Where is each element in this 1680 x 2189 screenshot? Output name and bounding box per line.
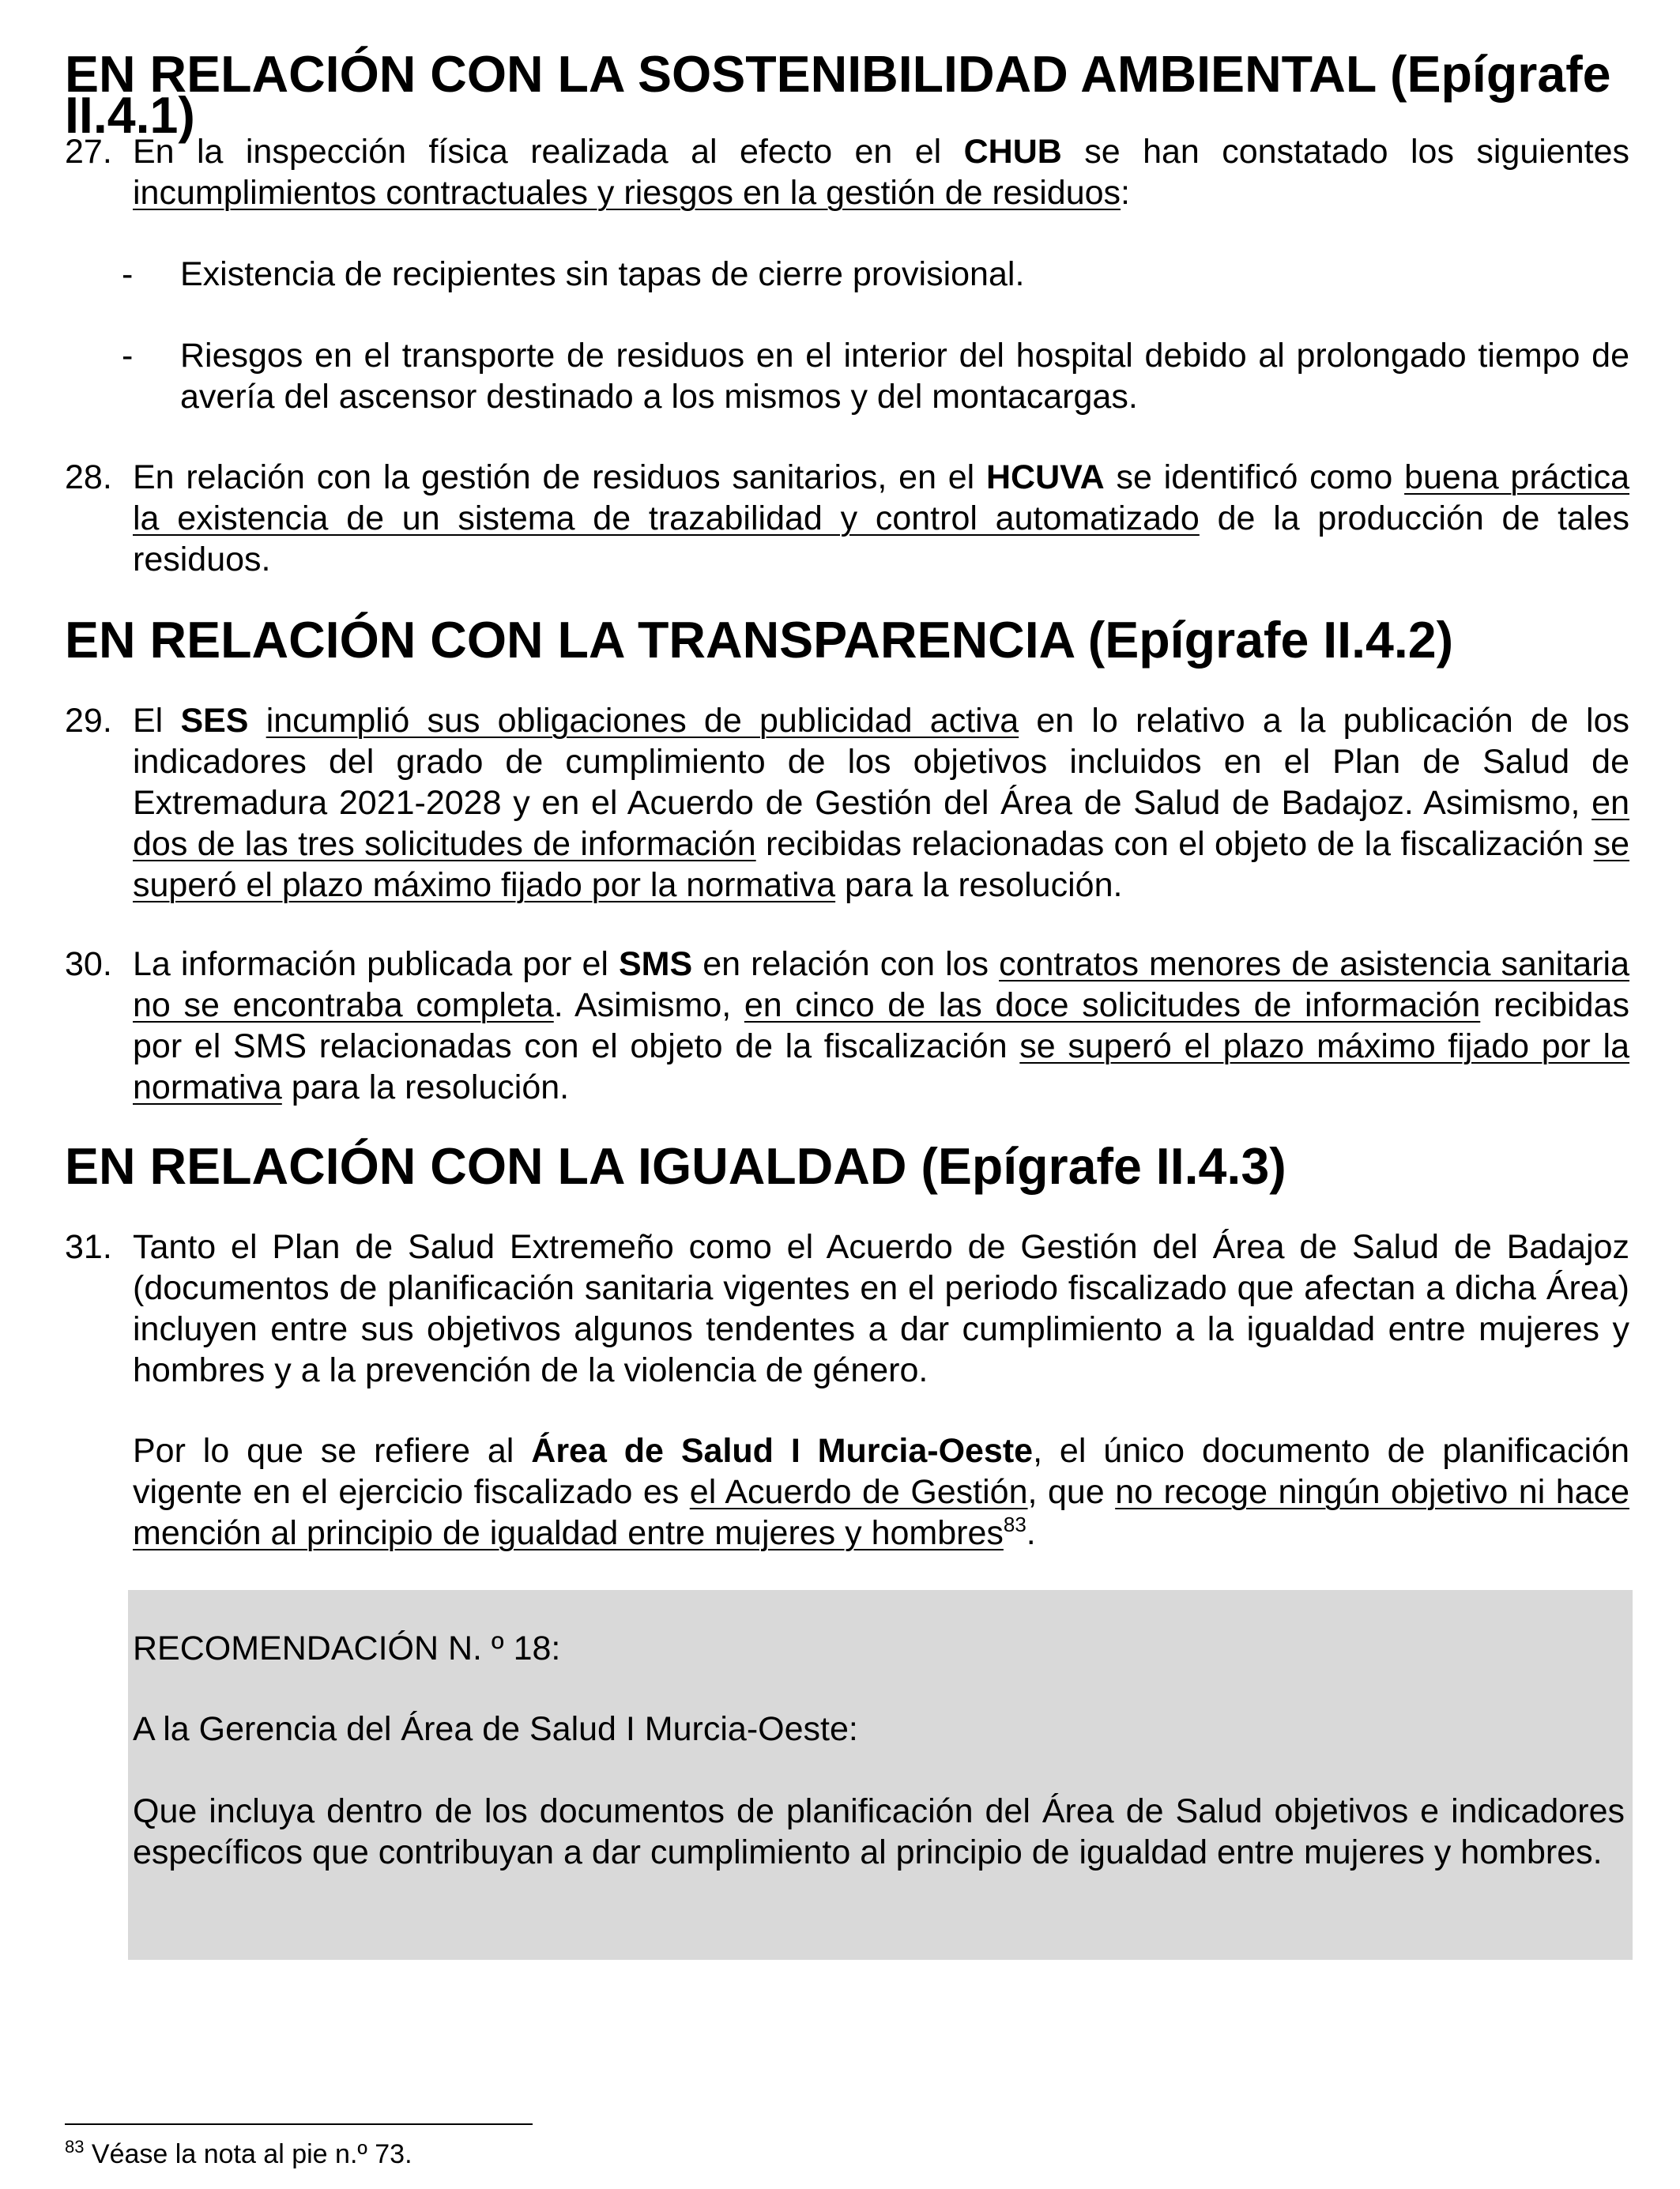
recommendation-title: RECOMENDACIÓN N. º 18: [133, 1630, 561, 1667]
section-heading-sostenibilidad: EN RELACIÓN CON LA SOSTENIBILIDAD AMBIENTAL (Epígrafe II.4.1) [65, 46, 1611, 144]
finding-31-paragraph-2: Por lo que se refiere al Área de Salud I Murcia-Oeste, el único documento de planificación vigente en el ejercicio fiscalizado es el Acuerdo de Gestión, que no recoge ningún objetivo ni hace mención al principio de igualdad entre mujeres y hombres$^{83}$. [133, 1432, 1630, 1552]
footnote-separator [65, 2123, 533, 2125]
entity-chub: CHUB [963, 133, 1062, 171]
finding-number: 28. [65, 458, 112, 496]
finding-number: 29. [65, 702, 112, 740]
finding-number: 31. [65, 1228, 112, 1266]
underlined-finding: se superó el plazo máximo fijado por la normativa [133, 1027, 1630, 1106]
footnote [65, 2138, 412, 2170]
underlined-finding: buena práctica la existencia de un sistema de trazabilidad y control automatizado [133, 458, 1629, 537]
underlined-finding: en dos de las tres solicitudes de información [133, 784, 1629, 863]
recommendation-box [128, 1590, 1633, 1960]
finding-text: El SES incumplió sus obligaciones de publicidad activa en lo relativo a la publicación de los indicadores del grado de cumplimiento de los objetivos incluidos en el Plan de Salud de Extremadura 2021-2028 y en el Acuerdo de Gestión del Área de Salud de Badajoz. Asimismo, en dos de las tres solicitudes de información recibidas relacionadas con el objeto de la fiscalización se superó el plazo máximo fijado por la normativa para la resolución. [133, 702, 1629, 904]
underlined-finding: contratos menores de asistencia sanitaria no se encontraba completa [133, 945, 1629, 1024]
recommendation-addressee: A la Gerencia del Área de Salud I Murcia-Oeste: [133, 1710, 858, 1748]
finding-text: En relación con la gestión de residuos sanitarios, en el HCUVA se identificó como buena práctica la existencia de un sistema de trazabilidad y control automatizado de la producción de tales residuos. [133, 458, 1629, 578]
underlined-finding: en cinco de las doce solicitudes de información [744, 986, 1481, 1024]
section-heading-igualdad: EN RELACIÓN CON LA IGUALDAD (Epígrafe II.4.3) [65, 1138, 1286, 1195]
finding-27 [65, 131, 1629, 213]
bullet-dash: - [122, 337, 134, 375]
bullet-dash: - [122, 255, 134, 293]
bullet-text: Riesgos en el transporte de residuos en el interior del hospital debido al prolongado tiempo de avería del ascensor destinado a los mismos y del montacargas. [180, 337, 1629, 416]
finding-27-bullet-1 [65, 254, 1629, 295]
underlined-finding: incumplimientos contractuales y riesgos en la gestión de residuos [133, 174, 1121, 212]
bullet-text: Existencia de recipientes sin tapas de cierre provisional. [180, 255, 1025, 293]
finding-27-bullet-2 [65, 335, 1629, 417]
footnote-reference: 83 [1003, 1513, 1026, 1536]
underlined-finding: no recoge ningún objetivo ni hace mención al principio de igualdad entre mujeres y hombres [133, 1473, 1629, 1552]
section-heading-transparencia: EN RELACIÓN CON LA TRANSPARENCIA (Epígrafe II.4.2) [65, 612, 1454, 669]
finding-text: La información publicada por el SMS en relación con los contratos menores de asistencia sanitaria no se encontraba completa. Asimismo, en cinco de las doce solicitudes de información recibidas por el SMS relacionadas con el objeto de la fiscalización se superó el plazo máximo fijado por la normativa para la resolución. [133, 945, 1630, 1106]
finding-29 [65, 700, 1629, 906]
entity-sms: SMS [619, 945, 693, 983]
underlined-finding: se superó el plazo máximo fijado por la normativa [133, 825, 1629, 904]
finding-number: 27. [65, 133, 112, 171]
recommendation-text: Que incluya dentro de los documentos de planificación del Área de Salud objetivos e indicadores específicos que contribuyan a dar cumplimiento al principio de igualdad entre mujeres y hombres. [133, 1792, 1625, 1871]
footnote-number: 83 [65, 2137, 85, 2157]
footnote-text: Véase la nota al pie n.º 73. [84, 2139, 412, 2169]
finding-30 [65, 944, 1629, 1108]
underlined-finding: el Acuerdo de Gestión [689, 1473, 1028, 1511]
finding-number: 30. [65, 945, 112, 983]
finding-text: En la inspección física realizada al efecto en el CHUB se han constatado los siguientes incumplimientos contractuales y riesgos en la gestión de residuos: [133, 133, 1629, 212]
underlined-finding: incumplió sus obligaciones de publicidad activa [266, 702, 1019, 740]
finding-28 [65, 457, 1629, 580]
finding-31 [65, 1226, 1629, 1391]
entity-area-salud-murcia-oeste: Área de Salud I Murcia-Oeste [531, 1432, 1034, 1470]
entity-hcuva: HCUVA [986, 458, 1105, 496]
finding-text: Tanto el Plan de Salud Extremeño como el Acuerdo de Gestión del Área de Salud de Badajoz (documentos de planificación sanitaria vigentes en el periodo fiscalizado que afectan a dicha Área) incluyen entre sus objetivos algunos tendentes a dar cumplimiento a la igualdad entre mujeres y hombres y a la prevención de la violencia de género. [133, 1228, 1629, 1389]
entity-ses: SES [180, 702, 249, 740]
